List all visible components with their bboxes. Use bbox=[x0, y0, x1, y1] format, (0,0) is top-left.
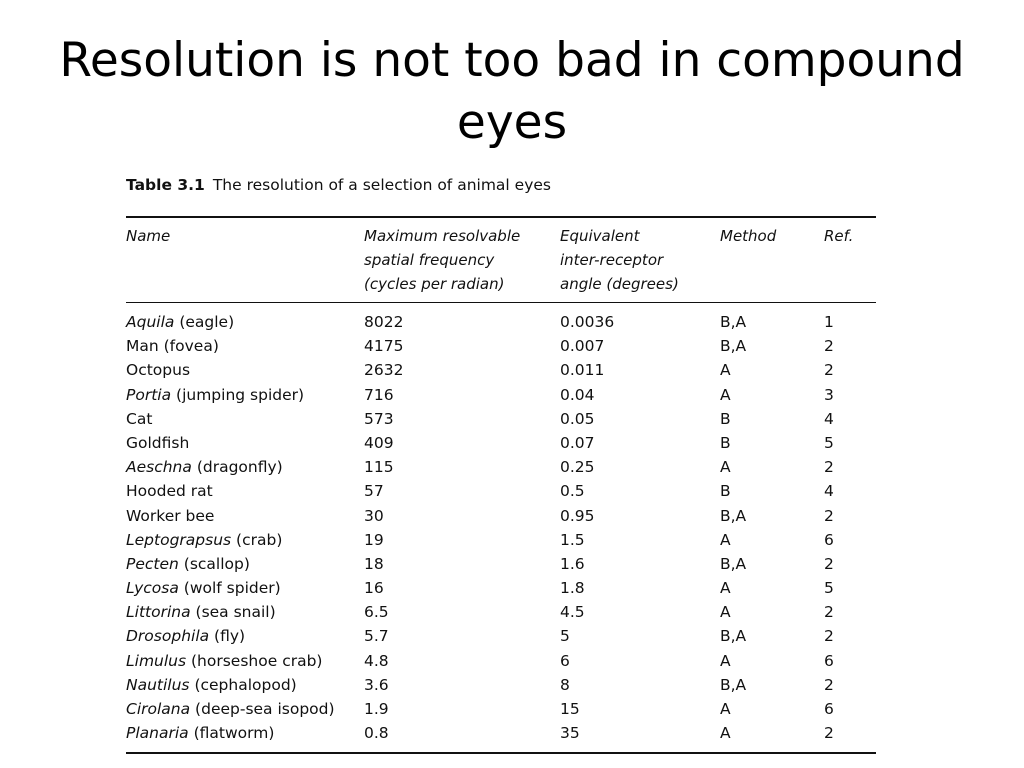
cell-frequency: 4175 bbox=[364, 337, 404, 356]
cell-angle: 0.05 bbox=[560, 409, 595, 428]
cell-frequency: 8022 bbox=[364, 313, 404, 331]
table-row bbox=[126, 673, 876, 697]
slide-title: Resolution is not too bad in compound eyes bbox=[59, 33, 965, 150]
header-frequency-line: Maximum resolvable bbox=[364, 227, 521, 245]
common-name: (jumping spider) bbox=[171, 385, 305, 404]
scientific-name: Aeschna bbox=[126, 458, 192, 477]
cell-ref: 1 bbox=[824, 313, 834, 331]
common-name: Goldfish bbox=[126, 433, 190, 452]
cell-method: B bbox=[720, 433, 731, 452]
cell-method: A bbox=[720, 458, 731, 477]
cell-method: B,A bbox=[720, 313, 747, 331]
scientific-name: Drosophila bbox=[126, 627, 210, 646]
cell-method: B bbox=[720, 482, 731, 501]
cell-ref: 6 bbox=[824, 700, 834, 718]
common-name: (wolf spider) bbox=[178, 579, 281, 598]
cell-angle: 5 bbox=[560, 627, 570, 646]
header-angle bbox=[560, 224, 679, 296]
scientific-name: Nautilus bbox=[126, 675, 190, 694]
cell-angle: 0.007 bbox=[560, 337, 605, 356]
cell-angle: 15 bbox=[560, 700, 580, 718]
header-frequency bbox=[364, 224, 520, 296]
table-caption bbox=[126, 176, 551, 194]
common-name: Hooded rat bbox=[126, 482, 213, 501]
cell-angle: 0.95 bbox=[560, 506, 595, 525]
cell-ref: 2 bbox=[824, 675, 834, 694]
header-method-line: Method bbox=[720, 227, 777, 245]
common-name: (sea snail) bbox=[190, 603, 276, 622]
cell-ref: 4 bbox=[824, 409, 834, 428]
cell-angle: 0.07 bbox=[560, 433, 595, 452]
cell-frequency: 30 bbox=[364, 506, 384, 525]
cell-frequency: 18 bbox=[364, 554, 384, 573]
table-caption-text: The resolution of a selection of animal eyes bbox=[212, 176, 551, 194]
common-name: Cat bbox=[126, 409, 153, 428]
cell-frequency: 409 bbox=[364, 433, 394, 452]
table-body bbox=[126, 310, 876, 745]
cell-method: A bbox=[720, 603, 731, 622]
cell-angle: 4.5 bbox=[560, 603, 585, 622]
cell-frequency: 5.7 bbox=[364, 627, 389, 646]
table-row bbox=[126, 431, 876, 455]
table-row bbox=[126, 334, 876, 358]
common-name: (crab) bbox=[231, 530, 283, 549]
common-name: (horseshoe crab) bbox=[186, 651, 323, 670]
cell-angle: 0.25 bbox=[560, 458, 595, 477]
table-row bbox=[126, 455, 876, 479]
cell-angle: 0.5 bbox=[560, 482, 585, 501]
cell-name bbox=[126, 455, 283, 479]
cell-ref: 2 bbox=[824, 627, 834, 646]
table-top-rule bbox=[126, 216, 876, 218]
cell-method: B,A bbox=[720, 554, 747, 573]
cell-method: B bbox=[720, 409, 731, 428]
cell-ref: 3 bbox=[824, 385, 834, 404]
cell-frequency: 573 bbox=[364, 409, 394, 428]
scientific-name: Limulus bbox=[126, 651, 187, 670]
cell-angle: 0.04 bbox=[560, 385, 595, 404]
cell-method: B,A bbox=[720, 337, 747, 356]
table-row bbox=[126, 358, 876, 382]
header-name bbox=[126, 224, 170, 248]
cell-method: B,A bbox=[720, 627, 747, 646]
scientific-name: Planaria bbox=[126, 724, 189, 743]
common-name: Octopus bbox=[126, 361, 191, 380]
cell-ref: 4 bbox=[824, 482, 834, 501]
scientific-name: Pecten bbox=[126, 554, 179, 573]
common-name: Worker bee bbox=[126, 506, 215, 525]
header-name-line: Name bbox=[126, 227, 171, 245]
cell-frequency: 57 bbox=[364, 482, 384, 501]
scientific-name: Lycosa bbox=[126, 579, 179, 598]
cell-frequency: 716 bbox=[364, 385, 394, 404]
cell-name bbox=[126, 528, 282, 552]
table-header-rule bbox=[126, 302, 876, 303]
cell-frequency: 19 bbox=[364, 530, 384, 549]
common-name: (dragonfly) bbox=[191, 458, 283, 477]
table-row bbox=[126, 407, 876, 431]
cell-frequency: 6.5 bbox=[364, 603, 389, 622]
cell-ref: 2 bbox=[824, 724, 834, 743]
scientific-name: Cirolana bbox=[126, 700, 191, 718]
common-name: (flatworm) bbox=[188, 724, 275, 743]
table-row bbox=[126, 576, 876, 600]
cell-method: A bbox=[720, 361, 731, 380]
cell-ref: 5 bbox=[824, 579, 834, 598]
common-name: (scallop) bbox=[178, 554, 250, 573]
cell-name bbox=[126, 310, 234, 334]
common-name: (eagle) bbox=[174, 313, 235, 331]
common-name: (fly) bbox=[209, 627, 246, 646]
scientific-name: Littorina bbox=[126, 603, 191, 622]
cell-name bbox=[126, 721, 274, 745]
cell-frequency: 115 bbox=[364, 458, 394, 477]
cell-name bbox=[126, 649, 322, 673]
cell-name bbox=[126, 600, 276, 624]
cell-name bbox=[126, 407, 152, 431]
header-angle-line: inter-receptor bbox=[560, 251, 664, 269]
cell-method: A bbox=[720, 385, 731, 404]
cell-ref: 2 bbox=[824, 361, 834, 380]
table-row bbox=[126, 721, 876, 745]
scientific-name: Leptograpsus bbox=[126, 530, 232, 549]
cell-angle: 0.0036 bbox=[560, 313, 615, 331]
cell-ref: 2 bbox=[824, 554, 834, 573]
cell-frequency: 0.8 bbox=[364, 724, 389, 743]
common-name: (cephalopod) bbox=[189, 675, 297, 694]
table-row bbox=[126, 697, 876, 721]
cell-name bbox=[126, 431, 189, 455]
cell-method: A bbox=[720, 579, 731, 598]
cell-frequency: 4.8 bbox=[364, 651, 389, 670]
cell-ref: 2 bbox=[824, 603, 834, 622]
cell-name bbox=[126, 576, 281, 600]
cell-angle: 0.011 bbox=[560, 361, 605, 380]
cell-angle: 1.8 bbox=[560, 579, 585, 598]
cell-name bbox=[126, 697, 335, 721]
header-ref bbox=[824, 224, 853, 248]
table-row bbox=[126, 528, 876, 552]
table-row bbox=[126, 649, 876, 673]
cell-ref: 2 bbox=[824, 506, 834, 525]
table-row bbox=[126, 310, 876, 334]
cell-ref: 2 bbox=[824, 337, 834, 356]
common-name: (deep-sea isopod) bbox=[190, 700, 335, 718]
cell-method: A bbox=[720, 724, 731, 743]
cell-name bbox=[126, 383, 304, 407]
table-row bbox=[126, 504, 876, 528]
header-method bbox=[720, 224, 776, 248]
cell-frequency: 2632 bbox=[364, 361, 404, 380]
cell-angle: 6 bbox=[560, 651, 570, 670]
cell-name bbox=[126, 552, 250, 576]
table-row bbox=[126, 383, 876, 407]
resolution-table bbox=[126, 172, 878, 760]
header-frequency-line: spatial frequency bbox=[364, 251, 495, 269]
table-row bbox=[126, 600, 876, 624]
cell-angle: 35 bbox=[560, 724, 580, 743]
cell-method: A bbox=[720, 700, 731, 718]
header-angle-line: angle (degrees) bbox=[560, 275, 679, 293]
scientific-name: Portia bbox=[126, 385, 172, 404]
cell-method: A bbox=[720, 651, 731, 670]
cell-angle: 1.5 bbox=[560, 530, 585, 549]
table-caption-number: Table 3.1 bbox=[126, 176, 205, 194]
table-row bbox=[126, 552, 876, 576]
cell-frequency: 3.6 bbox=[364, 675, 389, 694]
cell-name bbox=[126, 504, 214, 528]
common-name: Man (fovea) bbox=[126, 337, 219, 356]
cell-frequency: 16 bbox=[364, 579, 384, 598]
cell-name bbox=[126, 479, 213, 503]
cell-frequency: 1.9 bbox=[364, 700, 389, 718]
cell-method: A bbox=[720, 530, 731, 549]
table-row bbox=[126, 479, 876, 503]
cell-angle: 1.6 bbox=[560, 554, 585, 573]
cell-name bbox=[126, 358, 190, 382]
cell-method: B,A bbox=[720, 506, 747, 525]
scientific-name: Aquila bbox=[126, 313, 175, 331]
cell-name bbox=[126, 624, 245, 648]
header-ref-line: Ref. bbox=[824, 227, 854, 245]
cell-ref: 6 bbox=[824, 530, 834, 549]
header-angle-line: Equivalent bbox=[560, 227, 640, 245]
table-row bbox=[126, 624, 876, 648]
cell-ref: 6 bbox=[824, 651, 834, 670]
cell-method: B,A bbox=[720, 675, 747, 694]
cell-name bbox=[126, 673, 297, 697]
table-bottom-rule bbox=[126, 752, 876, 754]
cell-ref: 2 bbox=[824, 458, 834, 477]
cell-name bbox=[126, 334, 219, 358]
cell-angle: 8 bbox=[560, 675, 570, 694]
header-frequency-line: (cycles per radian) bbox=[364, 275, 505, 293]
cell-ref: 5 bbox=[824, 433, 834, 452]
